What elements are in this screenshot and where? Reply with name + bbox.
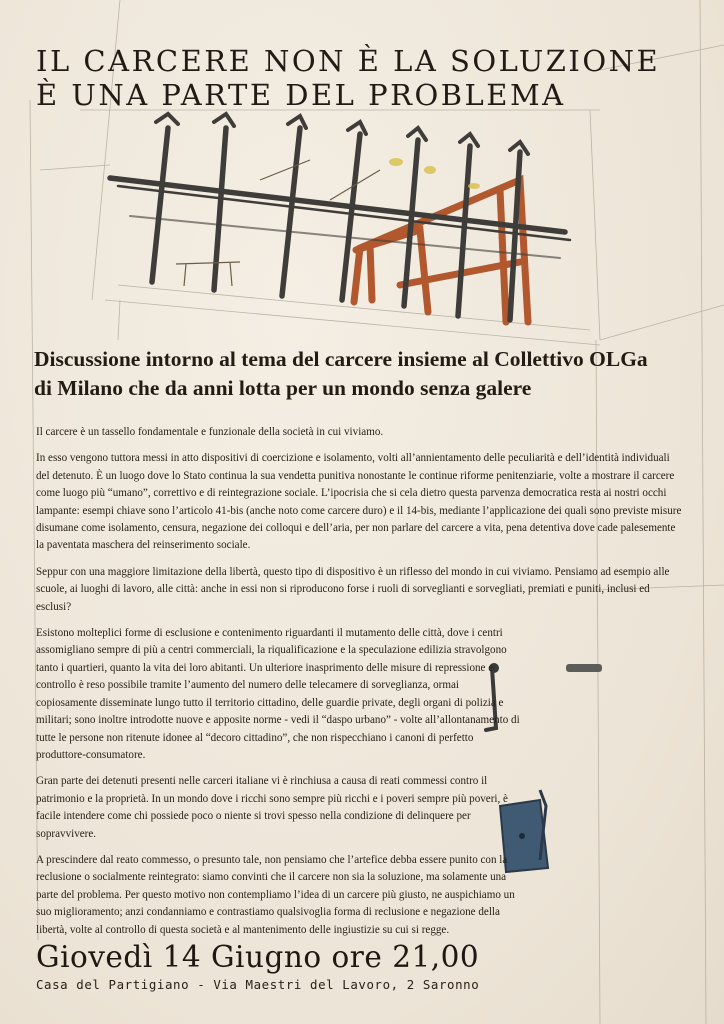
paragraph-cities: Esistono molteplici forme di esclusione e contenimento riguardanti il mutamento delle città, dove i centri assomigliano sempre di più a centri commerciali, la riqualificazione e la speculazione edilizia stravolgono tanto i quartieri, quanto la vita dei loro abitanti. Un ulteriore inasprimento delle misure di repressione e controllo è reso possibile tramite l’aumento del numero delle telecamere di sorveglianza, ormai copiosamente disseminate lungo tutto il territorio cittadino, delle guardie private, degli organi di polizia e militari; sono inoltre introdotte nuove e apposite norme - vedi il “daspo urbano” - volte all’allontanamento di tutte le persone non ritenute idonee al “decoro cittadino”, che non rispecchiano i canoni di perfetto produttore-consumatore. [36, 627, 520, 761]
event-venue: Casa del Partigiano - Via Maestri del Lavoro, 2 Saronno [36, 977, 480, 992]
headline-line-2: È UNA PARTE DEL PROBLEMA [36, 78, 566, 112]
subtitle-line-2: di Milano che da anni lotta per un mondo senza galere [34, 376, 532, 400]
paragraph-detainees: Gran parte dei detenuti presenti nelle carceri italiane vi è rinchiusa a causa di reati commessi contro il patrimonio e la proprietà. In un mondo dove i ricchi sono sempre più ricchi e i poveri sempre più poveri, è facile intendere come chi possiede poco o niente si trovi spesso nella condizione di delinquere per sopravvivere. [36, 775, 508, 840]
paragraph-intro: Il carcere è un tassello fondamentale e funzionale della società in cui viviamo. [36, 426, 384, 438]
headline [36, 44, 660, 112]
wood-frame [354, 180, 528, 322]
body-text [36, 424, 686, 948]
paragraph-conclusion: A prescindere dal reato commesso, o presunto tale, non pensiamo che l’artefice debba essere punito con la reclusione o socialmente reintegrato: siamo convinti che il carcere non sia la soluzione, ma solamente una parte del problema. Per questo motivo non contempliamo l’idea di un carcere più giusto, ne auspichiamo un suo miglioramento; anzi condanniamo e contrastiamo qualsivoglia forma di reclusione e negazione della libertà, volte al controllo di questa società e al mantenimento delle ingiustizie su cui si regge. [36, 853, 515, 936]
paragraph-society: Seppur con una maggiore limitazione della libertà, questo tipo di dispositivo è un riflesso del mondo in cui viviamo. Pensiamo ad esempio alle scuole, ai luoghi di lavoro, alle città: anche in essi non si riproducono forse i ruoli di sorveglianti e sorvegliati, premiati e puniti, inclusi ed esclusi? [36, 565, 670, 613]
headline-line-1: IL CARCERE NON È LA SOLUZIONE [36, 44, 661, 78]
paragraph-coercion: In esso vengono tuttora messi in atto dispositivi di coercizione e isolamento, volti all’annientamento delle peculiarità e dell’identità individuali del detenuto. È un luogo dove lo Stato continua la sua vendetta punitiva nonostante le continue riforme penitenziarie, volte a mostrare il carcere come luogo più “umano”, correttivo e di reintegrazione sociale. L’ipocrisia che si cela dietro questa parvenza democratica resta ai nostri occhi lampante: esempi chiave sono l’articolo 41-bis (anche noto come carcere duro) e il 14-bis, mediante l’applicazione dei quali sono previste misure disumane come isolamento, censura, negazione dei colloqui e dell’aria, per non parlare del carcere a vita, pena detentiva dove cade palesemente la paventata maschera del reinserimento sociale. [36, 452, 682, 552]
subtitle-line-1: Discussione intorno al tema del carcere insieme al Collettivo OLGa [34, 347, 648, 371]
event-date: Giovedì 14 Giugno ore 21,00 [36, 940, 480, 974]
subtitle [34, 345, 674, 403]
